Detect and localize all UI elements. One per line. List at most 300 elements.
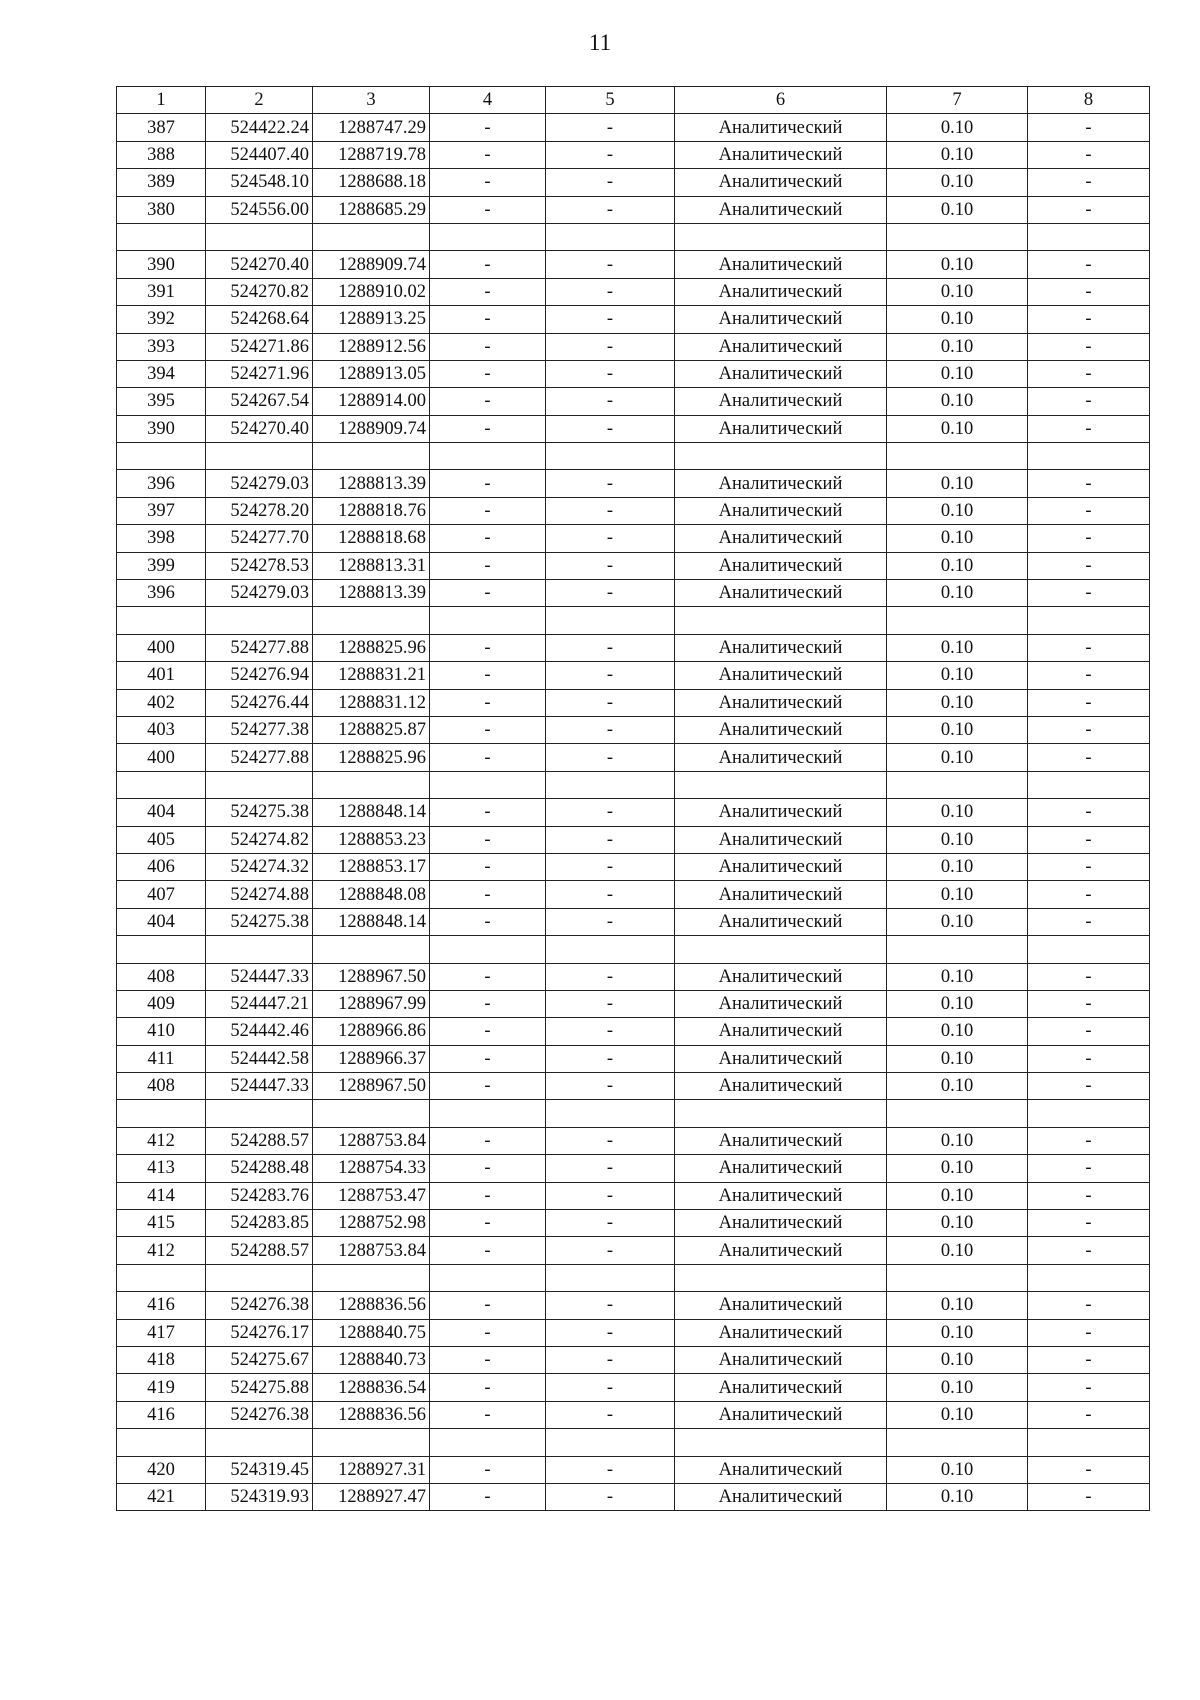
cell-col-5: - (546, 278, 675, 305)
cell-col-8: - (1028, 1374, 1150, 1401)
table-row (117, 497, 1150, 524)
cell-col-1: 416 (117, 1292, 206, 1319)
cell-col-3: 1288848.08 (313, 881, 430, 908)
cell-col-3: 1288967.99 (313, 990, 430, 1017)
cell-col-8: - (1028, 552, 1150, 579)
cell-col-6: Аналитический (675, 1346, 887, 1373)
cell-col-4: - (430, 1018, 546, 1045)
cell-col-4: - (430, 1127, 546, 1154)
cell-col-4: - (430, 1182, 546, 1209)
cell-col-7: 0.10 (887, 497, 1028, 524)
cell-col-4: - (430, 716, 546, 743)
cell-col-4: - (430, 1210, 546, 1237)
empty-cell (430, 936, 546, 963)
empty-cell (117, 771, 206, 798)
cell-col-1: 393 (117, 333, 206, 360)
cell-col-4: - (430, 1045, 546, 1072)
cell-col-8: - (1028, 333, 1150, 360)
cell-col-1: 399 (117, 552, 206, 579)
cell-col-2: 524278.53 (206, 552, 313, 579)
cell-col-1: 403 (117, 716, 206, 743)
cell-col-6: Аналитический (675, 744, 887, 771)
cell-col-2: 524277.70 (206, 525, 313, 552)
cell-col-3: 1288753.84 (313, 1237, 430, 1264)
table-row (117, 360, 1150, 387)
cell-col-1: 380 (117, 196, 206, 223)
cell-col-3: 1288914.00 (313, 388, 430, 415)
column-header-5: 5 (546, 87, 675, 114)
cell-col-8: - (1028, 141, 1150, 168)
cell-col-4: - (430, 525, 546, 552)
empty-cell (206, 1264, 313, 1291)
empty-cell (675, 1264, 887, 1291)
empty-cell (430, 223, 546, 250)
cell-col-3: 1288813.39 (313, 470, 430, 497)
cell-col-4: - (430, 360, 546, 387)
empty-cell (313, 1429, 430, 1456)
cell-col-7: 0.10 (887, 908, 1028, 935)
cell-col-5: - (546, 1292, 675, 1319)
table-row (117, 1346, 1150, 1373)
cell-col-2: 524288.57 (206, 1127, 313, 1154)
cell-col-7: 0.10 (887, 1127, 1028, 1154)
cell-col-5: - (546, 1319, 675, 1346)
cell-col-8: - (1028, 1045, 1150, 1072)
empty-cell (675, 771, 887, 798)
cell-col-1: 402 (117, 689, 206, 716)
cell-col-3: 1288848.14 (313, 799, 430, 826)
empty-cell (430, 1100, 546, 1127)
cell-col-7: 0.10 (887, 141, 1028, 168)
cell-col-5: - (546, 388, 675, 415)
cell-col-6: Аналитический (675, 1483, 887, 1510)
cell-col-5: - (546, 689, 675, 716)
cell-col-3: 1288910.02 (313, 278, 430, 305)
empty-cell (887, 1264, 1028, 1291)
table-row (117, 169, 1150, 196)
cell-col-2: 524274.88 (206, 881, 313, 908)
cell-col-7: 0.10 (887, 1237, 1028, 1264)
cell-col-4: - (430, 826, 546, 853)
cell-col-1: 421 (117, 1483, 206, 1510)
empty-cell (1028, 771, 1150, 798)
separator-row (117, 443, 1150, 470)
empty-cell (313, 607, 430, 634)
table-row (117, 196, 1150, 223)
empty-cell (887, 607, 1028, 634)
cell-col-5: - (546, 169, 675, 196)
cell-col-5: - (546, 580, 675, 607)
cell-col-2: 524279.03 (206, 470, 313, 497)
cell-col-7: 0.10 (887, 251, 1028, 278)
cell-col-8: - (1028, 853, 1150, 880)
cell-col-3: 1288848.14 (313, 908, 430, 935)
column-header-3: 3 (313, 87, 430, 114)
cell-col-2: 524274.82 (206, 826, 313, 853)
cell-col-7: 0.10 (887, 1374, 1028, 1401)
cell-col-2: 524274.32 (206, 853, 313, 880)
cell-col-5: - (546, 415, 675, 442)
cell-col-5: - (546, 744, 675, 771)
cell-col-8: - (1028, 1456, 1150, 1483)
cell-col-3: 1288909.74 (313, 251, 430, 278)
cell-col-4: - (430, 1292, 546, 1319)
cell-col-1: 408 (117, 1073, 206, 1100)
cell-col-7: 0.10 (887, 333, 1028, 360)
table-row (117, 1292, 1150, 1319)
empty-cell (675, 1429, 887, 1456)
cell-col-4: - (430, 470, 546, 497)
cell-col-6: Аналитический (675, 689, 887, 716)
cell-col-3: 1288836.54 (313, 1374, 430, 1401)
empty-cell (313, 1264, 430, 1291)
cell-col-1: 420 (117, 1456, 206, 1483)
cell-col-4: - (430, 1319, 546, 1346)
cell-col-6: Аналитический (675, 388, 887, 415)
empty-cell (546, 1429, 675, 1456)
cell-col-6: Аналитический (675, 1073, 887, 1100)
cell-col-2: 524288.48 (206, 1155, 313, 1182)
cell-col-2: 524447.33 (206, 963, 313, 990)
empty-cell (206, 607, 313, 634)
cell-col-4: - (430, 689, 546, 716)
cell-col-5: - (546, 1073, 675, 1100)
cell-col-7: 0.10 (887, 580, 1028, 607)
cell-col-5: - (546, 1456, 675, 1483)
cell-col-5: - (546, 1346, 675, 1373)
table-row (117, 634, 1150, 661)
cell-col-5: - (546, 881, 675, 908)
table-row (117, 963, 1150, 990)
cell-col-8: - (1028, 908, 1150, 935)
empty-cell (430, 1429, 546, 1456)
cell-col-6: Аналитический (675, 1374, 887, 1401)
table-row (117, 1483, 1150, 1510)
cell-col-4: - (430, 196, 546, 223)
table-row (117, 1127, 1150, 1154)
empty-cell (430, 771, 546, 798)
separator-row (117, 223, 1150, 250)
cell-col-4: - (430, 990, 546, 1017)
cell-col-5: - (546, 1237, 675, 1264)
cell-col-7: 0.10 (887, 716, 1028, 743)
cell-col-1: 419 (117, 1374, 206, 1401)
cell-col-6: Аналитический (675, 1292, 887, 1319)
cell-col-5: - (546, 853, 675, 880)
cell-col-7: 0.10 (887, 388, 1028, 415)
cell-col-5: - (546, 799, 675, 826)
cell-col-8: - (1028, 689, 1150, 716)
cell-col-5: - (546, 1483, 675, 1510)
cell-col-8: - (1028, 1127, 1150, 1154)
cell-col-3: 1288825.87 (313, 716, 430, 743)
table-row (117, 333, 1150, 360)
cell-col-6: Аналитический (675, 716, 887, 743)
cell-col-5: - (546, 1155, 675, 1182)
empty-cell (206, 936, 313, 963)
cell-col-6: Аналитический (675, 881, 887, 908)
cell-col-8: - (1028, 306, 1150, 333)
cell-col-7: 0.10 (887, 169, 1028, 196)
cell-col-8: - (1028, 580, 1150, 607)
empty-cell (313, 936, 430, 963)
cell-col-6: Аналитический (675, 1401, 887, 1428)
cell-col-2: 524271.96 (206, 360, 313, 387)
empty-cell (117, 1429, 206, 1456)
cell-col-2: 524276.94 (206, 662, 313, 689)
cell-col-8: - (1028, 881, 1150, 908)
table-row (117, 251, 1150, 278)
empty-cell (117, 936, 206, 963)
cell-col-8: - (1028, 169, 1150, 196)
cell-col-5: - (546, 990, 675, 1017)
cell-col-3: 1288688.18 (313, 169, 430, 196)
cell-col-3: 1288966.86 (313, 1018, 430, 1045)
cell-col-1: 404 (117, 908, 206, 935)
cell-col-2: 524276.38 (206, 1292, 313, 1319)
cell-col-7: 0.10 (887, 1346, 1028, 1373)
empty-cell (1028, 223, 1150, 250)
empty-cell (887, 936, 1028, 963)
empty-cell (430, 443, 546, 470)
cell-col-4: - (430, 1483, 546, 1510)
cell-col-5: - (546, 1401, 675, 1428)
cell-col-7: 0.10 (887, 689, 1028, 716)
cell-col-5: - (546, 525, 675, 552)
cell-col-7: 0.10 (887, 853, 1028, 880)
cell-col-6: Аналитический (675, 470, 887, 497)
cell-col-1: 406 (117, 853, 206, 880)
table-row (117, 1374, 1150, 1401)
cell-col-1: 387 (117, 114, 206, 141)
table-row (117, 1155, 1150, 1182)
cell-col-4: - (430, 1346, 546, 1373)
cell-col-6: Аналитический (675, 1155, 887, 1182)
cell-col-1: 394 (117, 360, 206, 387)
table-row (117, 689, 1150, 716)
separator-row (117, 936, 1150, 963)
cell-col-7: 0.10 (887, 990, 1028, 1017)
cell-col-1: 395 (117, 388, 206, 415)
cell-col-3: 1288840.75 (313, 1319, 430, 1346)
cell-col-7: 0.10 (887, 552, 1028, 579)
cell-col-1: 409 (117, 990, 206, 1017)
table-row (117, 662, 1150, 689)
cell-col-5: - (546, 908, 675, 935)
cell-col-7: 0.10 (887, 963, 1028, 990)
cell-col-2: 524270.82 (206, 278, 313, 305)
cell-col-2: 524276.38 (206, 1401, 313, 1428)
cell-col-8: - (1028, 662, 1150, 689)
cell-col-3: 1288913.25 (313, 306, 430, 333)
cell-col-7: 0.10 (887, 1045, 1028, 1072)
cell-col-3: 1288836.56 (313, 1401, 430, 1428)
cell-col-6: Аналитический (675, 169, 887, 196)
cell-col-2: 524319.93 (206, 1483, 313, 1510)
cell-col-4: - (430, 1073, 546, 1100)
cell-col-3: 1288825.96 (313, 634, 430, 661)
cell-col-6: Аналитический (675, 360, 887, 387)
cell-col-3: 1288913.05 (313, 360, 430, 387)
cell-col-5: - (546, 333, 675, 360)
cell-col-3: 1288927.47 (313, 1483, 430, 1510)
cell-col-6: Аналитический (675, 525, 887, 552)
cell-col-5: - (546, 360, 675, 387)
cell-col-8: - (1028, 1182, 1150, 1209)
cell-col-6: Аналитический (675, 251, 887, 278)
cell-col-4: - (430, 1155, 546, 1182)
cell-col-1: 410 (117, 1018, 206, 1045)
table-row (117, 1319, 1150, 1346)
cell-col-8: - (1028, 1483, 1150, 1510)
cell-col-5: - (546, 1045, 675, 1072)
cell-col-3: 1288813.39 (313, 580, 430, 607)
cell-col-1: 417 (117, 1319, 206, 1346)
cell-col-7: 0.10 (887, 881, 1028, 908)
cell-col-2: 524422.24 (206, 114, 313, 141)
cell-col-1: 405 (117, 826, 206, 853)
cell-col-3: 1288753.84 (313, 1127, 430, 1154)
empty-cell (675, 223, 887, 250)
cell-col-4: - (430, 251, 546, 278)
table-row (117, 1045, 1150, 1072)
cell-col-7: 0.10 (887, 1210, 1028, 1237)
empty-cell (430, 607, 546, 634)
table-row (117, 1237, 1150, 1264)
empty-cell (1028, 607, 1150, 634)
column-header-7: 7 (887, 87, 1028, 114)
cell-col-3: 1288840.73 (313, 1346, 430, 1373)
cell-col-4: - (430, 278, 546, 305)
cell-col-6: Аналитический (675, 1127, 887, 1154)
cell-col-2: 524407.40 (206, 141, 313, 168)
empty-cell (313, 1100, 430, 1127)
cell-col-5: - (546, 141, 675, 168)
cell-col-8: - (1028, 1319, 1150, 1346)
cell-col-6: Аналитический (675, 306, 887, 333)
cell-col-3: 1288853.23 (313, 826, 430, 853)
cell-col-6: Аналитический (675, 908, 887, 935)
cell-col-6: Аналитический (675, 799, 887, 826)
cell-col-3: 1288685.29 (313, 196, 430, 223)
cell-col-1: 390 (117, 251, 206, 278)
cell-col-4: - (430, 169, 546, 196)
cell-col-4: - (430, 306, 546, 333)
empty-cell (1028, 1264, 1150, 1291)
empty-cell (313, 223, 430, 250)
cell-col-1: 391 (117, 278, 206, 305)
cell-col-7: 0.10 (887, 306, 1028, 333)
cell-col-7: 0.10 (887, 1456, 1028, 1483)
cell-col-5: - (546, 1127, 675, 1154)
cell-col-7: 0.10 (887, 525, 1028, 552)
cell-col-8: - (1028, 388, 1150, 415)
table-row (117, 716, 1150, 743)
cell-col-4: - (430, 1456, 546, 1483)
cell-col-4: - (430, 634, 546, 661)
cell-col-3: 1288818.68 (313, 525, 430, 552)
cell-col-7: 0.10 (887, 278, 1028, 305)
empty-cell (675, 443, 887, 470)
cell-col-2: 524556.00 (206, 196, 313, 223)
cell-col-4: - (430, 141, 546, 168)
table-row (117, 744, 1150, 771)
cell-col-6: Аналитический (675, 990, 887, 1017)
column-header-8: 8 (1028, 87, 1150, 114)
cell-col-4: - (430, 908, 546, 935)
cell-col-2: 524275.67 (206, 1346, 313, 1373)
cell-col-4: - (430, 744, 546, 771)
cell-col-3: 1288909.74 (313, 415, 430, 442)
cell-col-7: 0.10 (887, 114, 1028, 141)
table-row (117, 853, 1150, 880)
cell-col-5: - (546, 826, 675, 853)
cell-col-8: - (1028, 1018, 1150, 1045)
cell-col-7: 0.10 (887, 1292, 1028, 1319)
empty-cell (546, 443, 675, 470)
cell-col-6: Аналитический (675, 826, 887, 853)
empty-cell (1028, 936, 1150, 963)
cell-col-4: - (430, 1401, 546, 1428)
cell-col-6: Аналитический (675, 415, 887, 442)
cell-col-3: 1288831.21 (313, 662, 430, 689)
cell-col-2: 524277.88 (206, 744, 313, 771)
cell-col-8: - (1028, 1346, 1150, 1373)
table-row (117, 990, 1150, 1017)
cell-col-4: - (430, 333, 546, 360)
cell-col-2: 524447.33 (206, 1073, 313, 1100)
empty-cell (206, 1429, 313, 1456)
cell-col-2: 524275.88 (206, 1374, 313, 1401)
cell-col-4: - (430, 662, 546, 689)
table-row (117, 114, 1150, 141)
cell-col-3: 1288813.31 (313, 552, 430, 579)
table-row (117, 908, 1150, 935)
cell-col-2: 524447.21 (206, 990, 313, 1017)
cell-col-4: - (430, 853, 546, 880)
cell-col-3: 1288853.17 (313, 853, 430, 880)
cell-col-4: - (430, 1237, 546, 1264)
empty-cell (313, 771, 430, 798)
cell-col-5: - (546, 1018, 675, 1045)
cell-col-7: 0.10 (887, 1483, 1028, 1510)
separator-row (117, 1264, 1150, 1291)
cell-col-1: 396 (117, 470, 206, 497)
empty-cell (546, 1100, 675, 1127)
cell-col-7: 0.10 (887, 1018, 1028, 1045)
cell-col-7: 0.10 (887, 744, 1028, 771)
cell-col-2: 524270.40 (206, 415, 313, 442)
empty-cell (117, 223, 206, 250)
table-row (117, 1456, 1150, 1483)
cell-col-3: 1288754.33 (313, 1155, 430, 1182)
cell-col-7: 0.10 (887, 1182, 1028, 1209)
cell-col-8: - (1028, 634, 1150, 661)
cell-col-3: 1288747.29 (313, 114, 430, 141)
cell-col-8: - (1028, 1401, 1150, 1428)
coordinates-table (116, 86, 1150, 1511)
cell-col-5: - (546, 497, 675, 524)
table-row (117, 415, 1150, 442)
cell-col-5: - (546, 114, 675, 141)
cell-col-6: Аналитический (675, 278, 887, 305)
cell-col-1: 400 (117, 634, 206, 661)
empty-cell (546, 1264, 675, 1291)
cell-col-8: - (1028, 716, 1150, 743)
cell-col-3: 1288912.56 (313, 333, 430, 360)
cell-col-5: - (546, 470, 675, 497)
cell-col-3: 1288818.76 (313, 497, 430, 524)
